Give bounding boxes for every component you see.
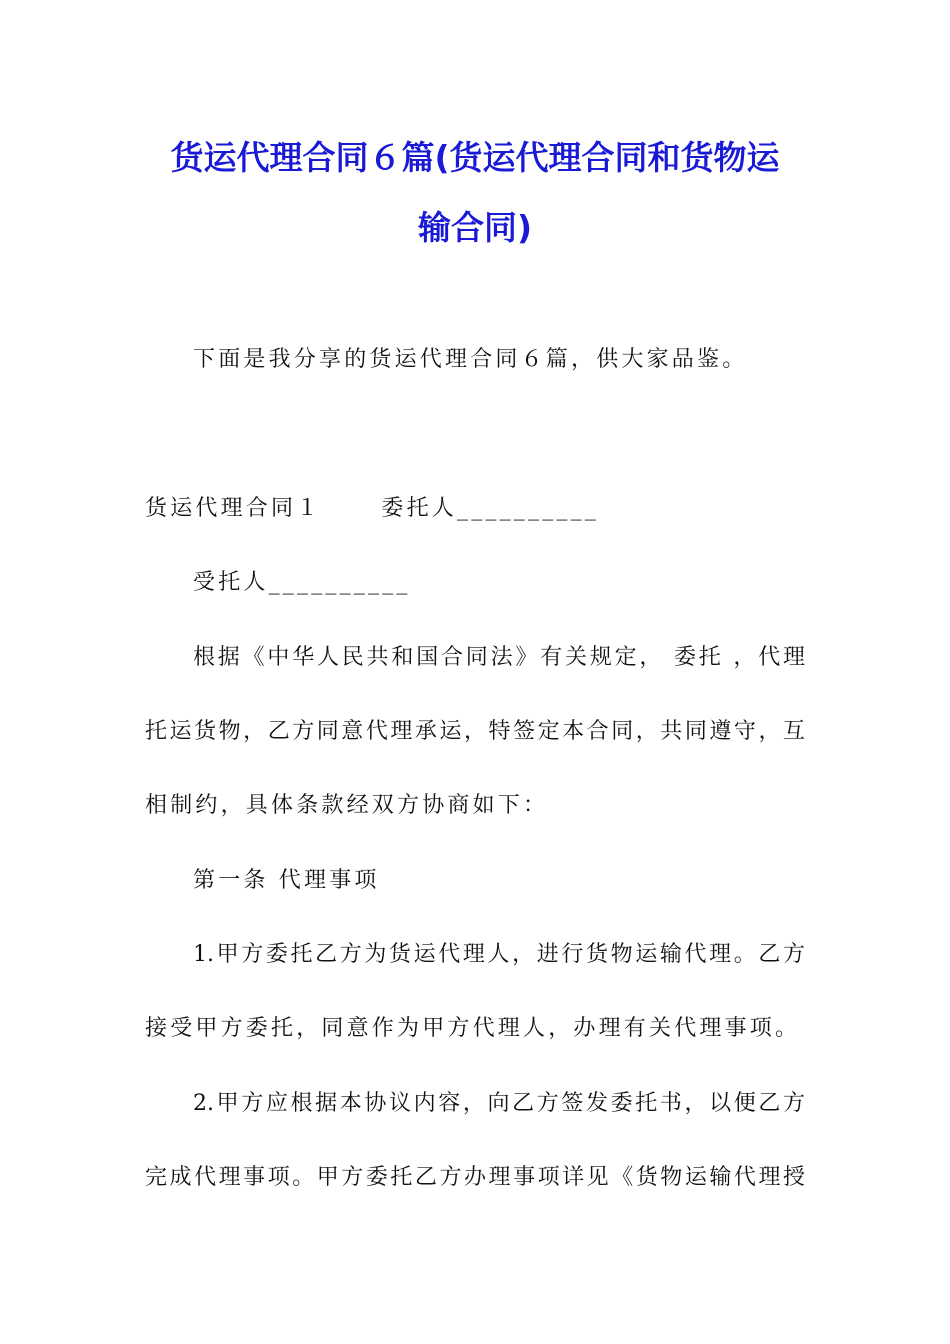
principal-field: 委托人__________ [381, 496, 600, 521]
contract-heading: 货运代理合同１ [145, 496, 322, 521]
item-2-line-1: 2.甲方应根据本协议内容，向乙方签发委托书，以便乙方 [193, 1091, 805, 1116]
intro-paragraph: 下面是我分享的货运代理合同６篇，供大家品鉴。 [193, 347, 748, 372]
contract-heading-row [145, 494, 805, 524]
item-1-line-2: 接受甲方委托，同意作为甲方代理人，办理有关代理事项。 [145, 1016, 801, 1041]
paragraph-1-line-1: 根据《中华人民共和国合同法》有关规定， 委托 ，代理 [193, 645, 805, 670]
item-1-line-1: 1.甲方委托乙方为货运代理人，进行货物运输代理。乙方 [193, 942, 805, 967]
document-title-line-1: 货运代理合同６篇(货运代理合同和货物运 [170, 138, 780, 177]
article-1-heading: 第一条 代理事项 [193, 868, 380, 893]
paragraph-1-line-2: 托运货物，乙方同意代理承运，特签定本合同，共同遵守，互 [145, 719, 805, 744]
item-2-line-2: 完成代理事项。甲方委托乙方办理事项详见《货物运输代理授 [145, 1165, 805, 1190]
agent-field: 受托人__________ [193, 570, 411, 595]
document-title-line-2: 输合同) [417, 208, 533, 247]
paragraph-1-line-3: 相制约，具体条款经双方协商如下： [145, 793, 549, 818]
